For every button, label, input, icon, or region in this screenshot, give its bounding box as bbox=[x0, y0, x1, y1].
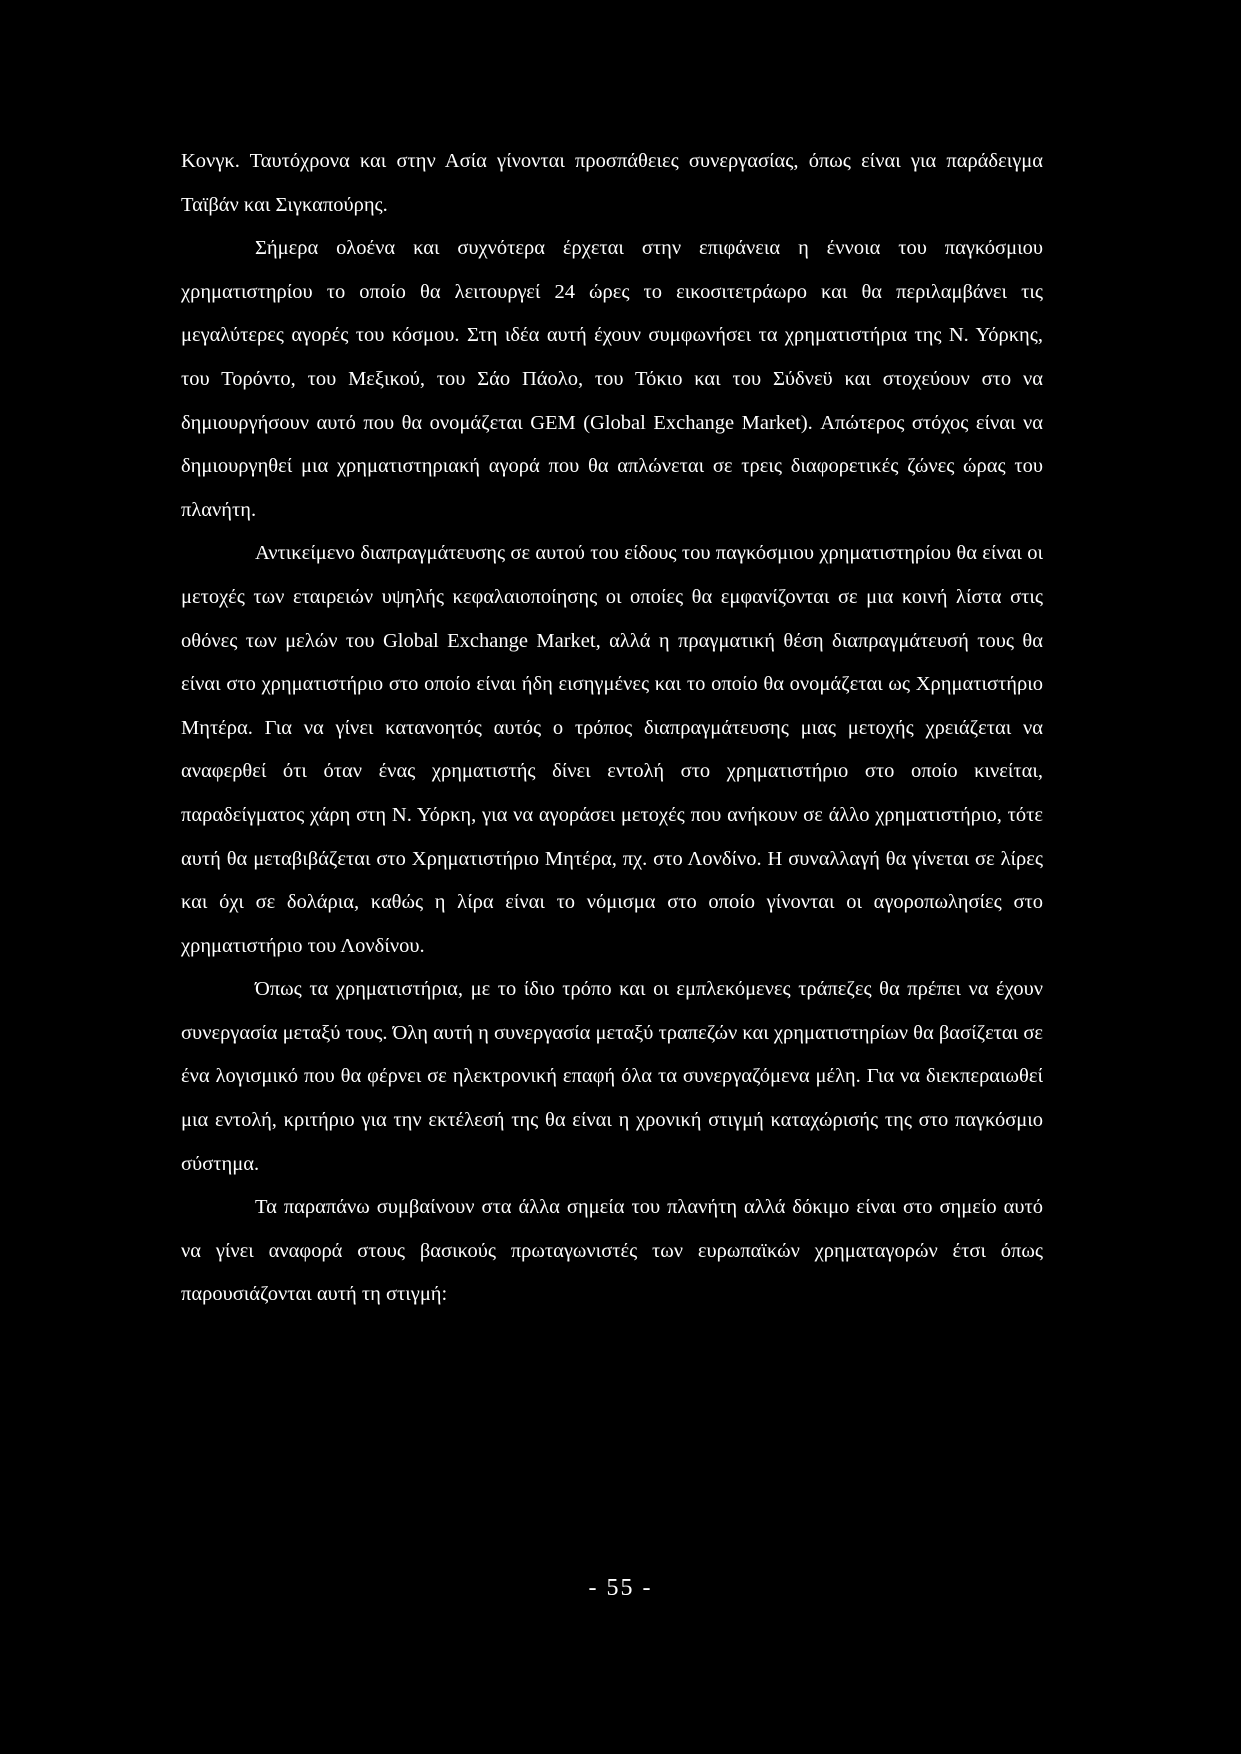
page-number: - 55 - bbox=[588, 1575, 653, 1601]
paragraph-4: Όπως τα χρηματιστήρια, με το ίδιο τρόπο και οι εμπλεκόμενες τράπεζες θα πρέπει να έχουν συνεργασία μεταξύ τους. Όλη αυτή η συνεργασία μεταξύ τραπεζών και χρηματιστηρίων θα βασίζεται σε ένα λογισμικό που θα φέρνει σε ηλεκτρονική επαφή όλα τα συνεργαζόμενα μέλη. Για να διεκπεραιωθεί μια εντολή, κριτήριο για την εκτέλεσή της θα είναι η χρονική στιγμή καταχώρισής της στο παγκόσμιο σύστημα. bbox=[181, 978, 1043, 1175]
paragraph-5: Τα παραπάνω συμβαίνουν στα άλλα σημεία του πλανήτη αλλά δόκιμο είναι στο σημείο αυτό να γίνει αναφορά στους βασικούς πρωταγωνιστές των ευρωπαϊκών χρηματαγορών έτσι όπως παρουσιάζονται αυτή τη στιγμή: bbox=[181, 1196, 1043, 1306]
paragraph-2: Σήμερα ολοένα και συχνότερα έρχεται στην επιφάνεια η έννοια του παγκόσμιου χρηματιστηρίου το οποίο θα λειτουργεί 24 ώρες το εικοσιτετράωρο και θα περιλαμβάνει τις μεγαλύτερες αγορές του κόσμου. Στη ιδέα αυτή έχουν συμφωνήσει τα χρηματιστήρια της Ν. Υόρκης, του Τορόντο, του Μεξικού, του Σάο Πάολο, του Τόκιο και του Σύδνεϋ και στοχεύουν στο να δημιουργήσουν αυτό που θα ονομάζεται GEM (Global Exchange Market). Απώτερος στόχος είναι να δημιουργηθεί μια χρηματιστηριακή αγορά που θα απλώνεται σε τρεις διαφορετικές ζώνες ώρας του πλανήτη. bbox=[181, 237, 1043, 521]
document-body bbox=[181, 140, 1043, 1317]
paragraph-1: Κονγκ. Ταυτόχρονα και στην Ασία γίνονται προσπάθειες συνεργασίας, όπως είναι για παράδειγμα Ταϊβάν και Σιγκαπούρης. bbox=[181, 150, 1043, 216]
paragraph-3: Αντικείμενο διαπραγμάτευσης σε αυτού του είδους του παγκόσμιου χρηματιστηρίου θα είναι οι μετοχές των εταιρειών υψηλής κεφαλαιοποίησης οι οποίες θα εμφανίζονται σε μια κοινή λίστα στις οθόνες των μελών του Global Exchange Market, αλλά η πραγματική θέση διαπραγμάτευσή τους θα είναι στο χρηματιστήριο στο οποίο είναι ήδη εισηγμένες και το οποίο θα ονομάζεται ως Χρηματιστήριο Μητέρα. Για να γίνει κατανοητός αυτός ο τρόπος διαπραγμάτευσης μιας μετοχής χρειάζεται να αναφερθεί ότι όταν ένας χρηματιστής δίνει εντολή στο χρηματιστήριο στο οποίο κινείται, παραδείγματος χάρη στη Ν. Υόρκη, για να αγοράσει μετοχές που ανήκουν σε άλλο χρηματιστήριο, τότε αυτή θα μεταβιβάζεται στο Χρηματιστήριο Μητέρα, πχ. στο Λονδίνο. Η συναλλαγή θα γίνεται σε λίρες και όχι σε δολάρια, καθώς η λίρα είναι το νόμισμα στο οποίο γίνονται οι αγοροπωλησίες στο χρηματιστήριο του Λονδίνου. bbox=[181, 542, 1043, 957]
